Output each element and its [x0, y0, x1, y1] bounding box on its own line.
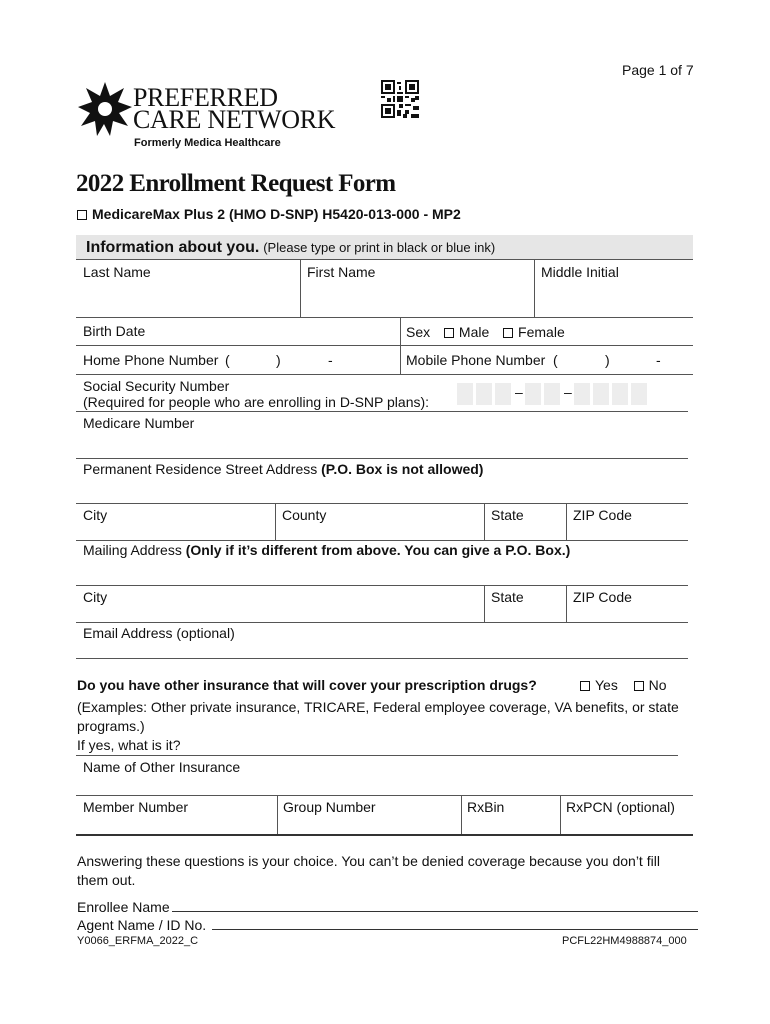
ssn-box-8[interactable]: [612, 383, 628, 405]
home-phone-label: Home Phone Number: [83, 352, 219, 368]
mobile-phone-label: Mobile Phone Number: [406, 352, 546, 368]
last-name-input[interactable]: [76, 282, 300, 316]
residence-address-label: Permanent Residence Street Address: [83, 461, 318, 477]
ssn-box-2[interactable]: [476, 383, 492, 405]
male-checkbox[interactable]: [444, 328, 454, 338]
first-name-input[interactable]: [301, 282, 534, 316]
rxpcn-label: RxPCN (optional): [566, 799, 675, 815]
plan-checkbox[interactable]: [77, 210, 87, 220]
insurance-no-checkbox[interactable]: [634, 681, 644, 691]
mailing-state-label: State: [491, 589, 524, 605]
ssn-separator-2: –: [564, 384, 572, 400]
page-indicator: Page 1 of 7: [622, 62, 694, 78]
insurance-yes-no: [580, 677, 667, 694]
form-code-left: Y0066_ERFMA_2022_C: [77, 935, 199, 947]
ssn-box-5[interactable]: [544, 383, 560, 405]
city-label: City: [83, 507, 108, 523]
residence-address-field: [83, 461, 483, 478]
agent-name-line[interactable]: [212, 929, 698, 930]
email-label: Email Address (optional): [83, 625, 235, 641]
section-title: Information about you.: [86, 239, 260, 256]
zip-label: ZIP Code: [573, 507, 632, 523]
mobile-phone-paren-close: ): [605, 352, 610, 368]
home-phone-dash: -: [328, 352, 333, 368]
other-insurance-name-label: Name of Other Insurance: [83, 759, 241, 775]
plan-option[interactable]: [77, 206, 461, 223]
medicare-number-label: Medicare Number: [83, 415, 195, 431]
email-input[interactable]: [76, 642, 688, 658]
rxbin-label: RxBin: [467, 799, 505, 815]
form-code-right: PCFL22HM4988874_000: [562, 935, 687, 947]
ssn-note: (Required for people who are enrolling in D-SNP plans):: [83, 394, 430, 410]
county-label: County: [282, 507, 327, 523]
member-number-label: Member Number: [83, 799, 189, 815]
medicare-number-input[interactable]: [76, 432, 688, 458]
insurance-no-label: No: [648, 677, 667, 693]
logo-line-2: CARE NETWORK: [133, 105, 336, 134]
middle-initial-input[interactable]: [535, 282, 693, 316]
insurance-examples-line-1: (Examples: Other private insurance, TRICARE, Federal employee coverage, VA benefits, or state: [77, 699, 679, 715]
ssn-box-6[interactable]: [574, 383, 590, 405]
female-checkbox[interactable]: [503, 328, 513, 338]
mobile-phone-paren-open: (: [553, 352, 558, 368]
mailing-address-input[interactable]: [76, 560, 688, 585]
mailing-address-note: (Only if it’s different from above. You can give a P.O. Box.): [185, 542, 571, 558]
first-name-label: First Name: [307, 264, 376, 280]
qr-code-icon: [381, 80, 419, 118]
optional-note-line-2: them out.: [77, 872, 136, 888]
logo-line-1: PREFERRED: [133, 83, 278, 112]
middle-initial-label: Middle Initial: [541, 264, 619, 280]
ssn-box-4[interactable]: [525, 383, 541, 405]
form-title: 2022 Enrollment Request Form: [76, 170, 396, 197]
optional-note-line-1: Answering these questions is your choice. You can’t be denied coverage because you don’t fill: [77, 853, 660, 869]
sex-label: Sex: [406, 324, 431, 340]
ssn-separator-1: –: [515, 384, 523, 400]
ssn-box-1[interactable]: [457, 383, 473, 405]
residence-address-input[interactable]: [76, 478, 688, 503]
female-label: Female: [518, 324, 565, 340]
insurance-examples-line-2: programs.): [77, 718, 145, 734]
section-title-row: [86, 239, 495, 256]
ssn-box-7[interactable]: [593, 383, 609, 405]
mailing-address-label: Mailing Address: [83, 542, 182, 558]
ssn-box-3[interactable]: [495, 383, 511, 405]
preferred-care-network-logo-icon: [76, 80, 134, 138]
home-phone-paren-open: (: [225, 352, 230, 368]
male-label: Male: [458, 324, 490, 340]
ssn-label: Social Security Number: [83, 378, 230, 394]
home-phone-paren-close: ): [276, 352, 281, 368]
mailing-address-field: [83, 542, 570, 559]
insurance-yes-checkbox[interactable]: [580, 681, 590, 691]
plan-option-label: MedicareMax Plus 2 (HMO D-SNP) H5420-013-000 - MP2: [92, 206, 461, 222]
section-note: (Please type or print in black or blue ink): [263, 240, 496, 255]
ssn-box-9[interactable]: [631, 383, 647, 405]
enrollee-name-label: Enrollee Name: [77, 899, 170, 915]
logo-subtitle: Formerly Medica Healthcare: [134, 137, 281, 149]
insurance-question: Do you have other insurance that will cover your prescription drugs?: [77, 677, 537, 693]
group-number-label: Group Number: [283, 799, 376, 815]
state-label: State: [491, 507, 524, 523]
birth-date-label: Birth Date: [83, 323, 146, 339]
mailing-zip-label: ZIP Code: [573, 589, 632, 605]
residence-address-note: (P.O. Box is not allowed): [321, 461, 484, 477]
mobile-phone-dash: -: [656, 352, 661, 368]
insurance-if-yes: If yes, what is it?: [77, 737, 181, 753]
sex-field: [406, 324, 565, 341]
insurance-yes-label: Yes: [595, 677, 618, 693]
last-name-label: Last Name: [83, 264, 151, 280]
mailing-city-label: City: [83, 589, 108, 605]
enrollee-name-line[interactable]: [172, 911, 698, 912]
agent-name-label: Agent Name / ID No.: [77, 917, 207, 933]
other-insurance-name-input[interactable]: [76, 776, 678, 795]
